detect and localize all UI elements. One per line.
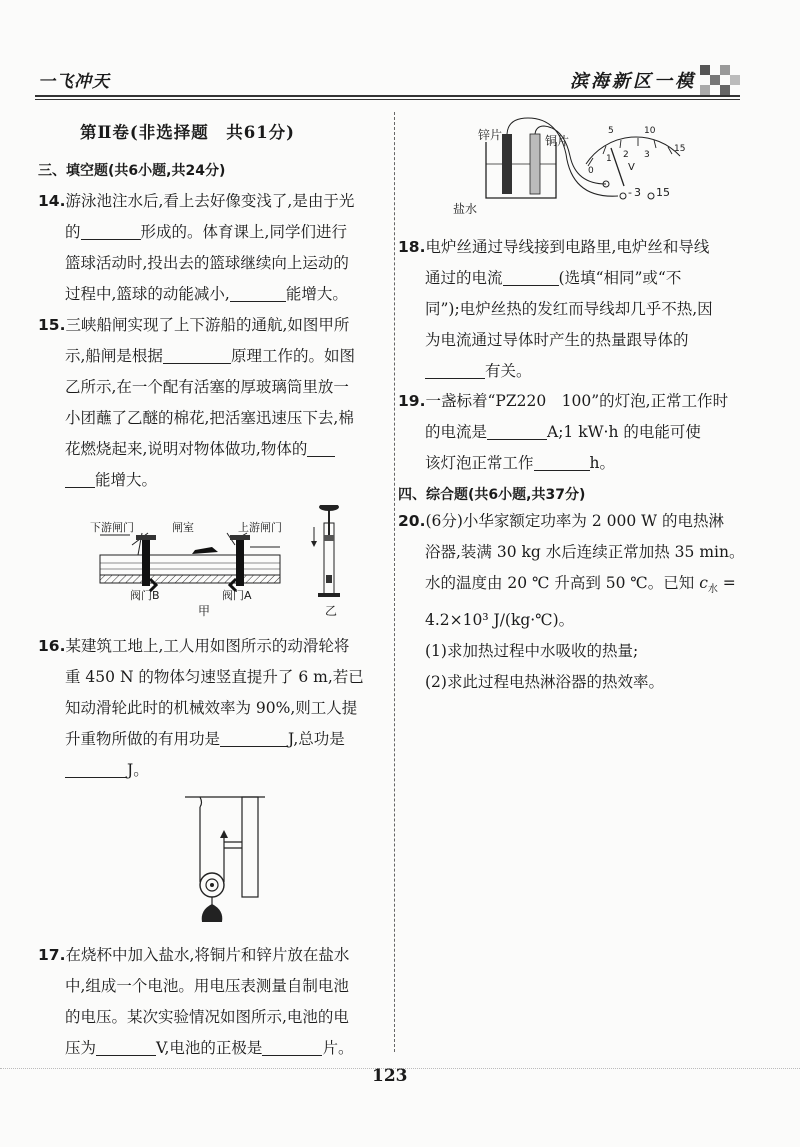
- answer-blank[interactable]: [220, 728, 288, 747]
- question-18: [398, 232, 748, 387]
- answer-blank[interactable]: [230, 283, 286, 302]
- q14-line1: 游泳池注水后,看上去好像变浅了,是由于光: [65, 192, 355, 210]
- q17-line4b: V,电池的正极是: [156, 1039, 263, 1057]
- q15-line6: 能增大。: [95, 471, 158, 489]
- q18-line3: 同”);电炉丝热的发红而导线却几乎不热,因: [425, 300, 713, 318]
- label-zinc: 锌片: [478, 128, 503, 142]
- q16-line4b: J,总功是: [288, 730, 345, 748]
- answer-blank[interactable]: [81, 221, 141, 240]
- q19-line2b: A;1 kW·h 的电能可使: [547, 423, 701, 441]
- label-valve-a: 阀门A: [222, 589, 252, 602]
- q14-line3: 篮球活动时,投出去的篮球继续向上运动的: [65, 254, 349, 272]
- question-number: 17.: [38, 946, 66, 964]
- question-number: 16.: [38, 637, 66, 655]
- header-rule: [35, 95, 740, 100]
- scale-inner-1: 1: [606, 154, 612, 164]
- q16-line3: 知动滑轮此时的机械效率为 90%,则工人提: [65, 699, 358, 717]
- label-upstream-gate: 上游闸门: [238, 521, 282, 534]
- caption-jia: 甲: [198, 604, 211, 618]
- q20-line2: 浴器,装满 30 kg 水后连续正常加热 35 min。: [425, 543, 745, 561]
- answer-blank[interactable]: [487, 421, 547, 440]
- q19-line3a: 该灯泡正常工作: [425, 454, 534, 472]
- header-brand: 一飞冲天: [38, 72, 110, 92]
- column-divider: [394, 112, 395, 1052]
- page-header: [0, 55, 800, 105]
- label-saltwater: 盐水: [453, 202, 478, 216]
- question-number: 19.: [398, 392, 426, 410]
- q20-subquestion-2: (2)求此过程电热淋浴器的热效率。: [425, 673, 664, 692]
- q17-line3: 的电压。某次实验情况如图所示,电池的电: [65, 1008, 349, 1026]
- q20-line3d: =: [717, 574, 736, 592]
- scale-outer-10: 10: [644, 126, 656, 136]
- q20-subquestion-1: (1)求加热过程中水吸收的热量;: [425, 642, 639, 661]
- question-16: [38, 631, 388, 786]
- scale-outer-5: 5: [608, 126, 614, 136]
- question-20: [398, 506, 748, 698]
- q15-line4: 小团蘸了乙醚的棉花,把活塞迅速压下去,棉: [65, 409, 354, 427]
- scale-inner-2: 2: [623, 150, 629, 160]
- section-3-title: 三、填空题(共6小题,共24分): [38, 163, 226, 179]
- label-downstream-gate: 下游闸门: [90, 521, 134, 534]
- q14-line2a: 的: [65, 223, 81, 241]
- question-number: 18.: [398, 238, 426, 256]
- header-checker-pattern: [700, 65, 740, 95]
- q17-line4c: 片。: [322, 1039, 354, 1057]
- q16-pulley-figure: [180, 792, 270, 927]
- question-19: [398, 386, 748, 479]
- q17-line4a: 压为: [65, 1039, 97, 1057]
- answer-blank[interactable]: [425, 360, 485, 379]
- scale-inner-0: 0: [588, 166, 594, 176]
- q14-line2b: 形成的。体育课上,同学们进行: [140, 223, 347, 241]
- q16-line4a: 升重物所做的有用功是: [65, 730, 221, 748]
- q17-line1: 在烧杯中加入盐水,将铜片和锌片放在盐水: [65, 946, 350, 964]
- label-valve-b: 阀门B: [130, 589, 160, 602]
- question-number: 15.: [38, 316, 66, 334]
- question-17: [38, 940, 388, 1064]
- q20-line1: (6分)小华家额定功率为 2 000 W 的电热淋: [425, 512, 725, 530]
- q20-line3a: 水的温度由 20 ℃ 升高到 50 ℃。已知: [425, 574, 700, 592]
- q15-figure: [90, 505, 390, 620]
- q16-line5: J。: [127, 761, 149, 779]
- q18-line4: 为电流通过导体时产生的热量跟导体的: [425, 331, 689, 349]
- question-14: [38, 186, 388, 310]
- symbol-subscript: 水: [707, 584, 718, 596]
- question-number: 14.: [38, 192, 66, 210]
- answer-blank[interactable]: [503, 267, 559, 286]
- label-copper: 铜片: [545, 134, 570, 148]
- section-4-title: 四、综合题(共6小题,共37分): [398, 487, 586, 503]
- q15-line2b: 原理工作的。如图: [230, 347, 355, 365]
- question-15: [38, 310, 388, 496]
- q19-line1: 一盏标着“PZ220 100”的灯泡,正常工作时: [425, 392, 729, 410]
- q19-line3b: h。: [589, 454, 615, 472]
- q20-line4: 4.2×10³ J/(kg·℃)。: [425, 611, 575, 630]
- answer-blank[interactable]: [262, 1037, 322, 1056]
- symbol-c: c: [699, 574, 708, 592]
- answer-blank[interactable]: [307, 438, 335, 457]
- answer-blank[interactable]: [65, 469, 95, 488]
- q19-line2a: 的电流是: [425, 423, 488, 441]
- terminal-15: 15: [656, 186, 670, 199]
- question-number: 20.: [398, 512, 426, 530]
- scale-inner-3: 3: [644, 150, 650, 160]
- q17-line2: 中,组成一个电池。用电压表测量自制电池: [65, 977, 349, 995]
- q16-line2: 重 450 N 的物体匀速竖直提升了 6 m,若已: [65, 668, 364, 686]
- voltmeter-symbol: V: [628, 162, 635, 173]
- header-title: 滨海新区一模: [570, 71, 696, 92]
- answer-blank[interactable]: [534, 452, 590, 471]
- q15-line3: 乙所示,在一个配有活塞的厚玻璃筒里放一: [65, 378, 349, 396]
- label-chamber: 闸室: [172, 521, 194, 534]
- q18-line5: 有关。: [485, 362, 532, 380]
- q18-line2a: 通过的电流: [425, 269, 503, 287]
- q16-line1: 某建筑工地上,工人用如图所示的动滑轮将: [65, 637, 350, 655]
- q14-line4a: 过程中,篮球的动能减小,: [65, 285, 230, 303]
- caption-yi: 乙: [325, 604, 338, 618]
- q15-line1: 三峡船闸实现了上下游船的通航,如图甲所: [65, 316, 350, 334]
- q18-line1: 电炉丝通过导线接到电路里,电炉丝和导线: [425, 238, 710, 256]
- q14-line4b: 能增大。: [285, 285, 348, 303]
- q17-battery-figure: [448, 114, 693, 219]
- answer-blank[interactable]: [65, 759, 127, 778]
- part-title: 第Ⅱ卷(非选择题 共61分): [80, 123, 295, 142]
- terminal-3: 3: [634, 186, 641, 199]
- q15-line2a: 示,船闸是根据: [65, 347, 163, 365]
- q18-line2b: (选填“相同”或“不: [558, 269, 682, 287]
- pulley-diagram: [180, 792, 270, 927]
- q15-line5: 花燃烧起来,说明对物体做功,物体的: [65, 440, 308, 458]
- answer-blank[interactable]: [163, 345, 231, 364]
- answer-blank[interactable]: [96, 1037, 156, 1056]
- page-number: 123: [372, 1066, 408, 1086]
- terminal-negative: -: [628, 186, 632, 199]
- scale-outer-15: 15: [674, 144, 686, 154]
